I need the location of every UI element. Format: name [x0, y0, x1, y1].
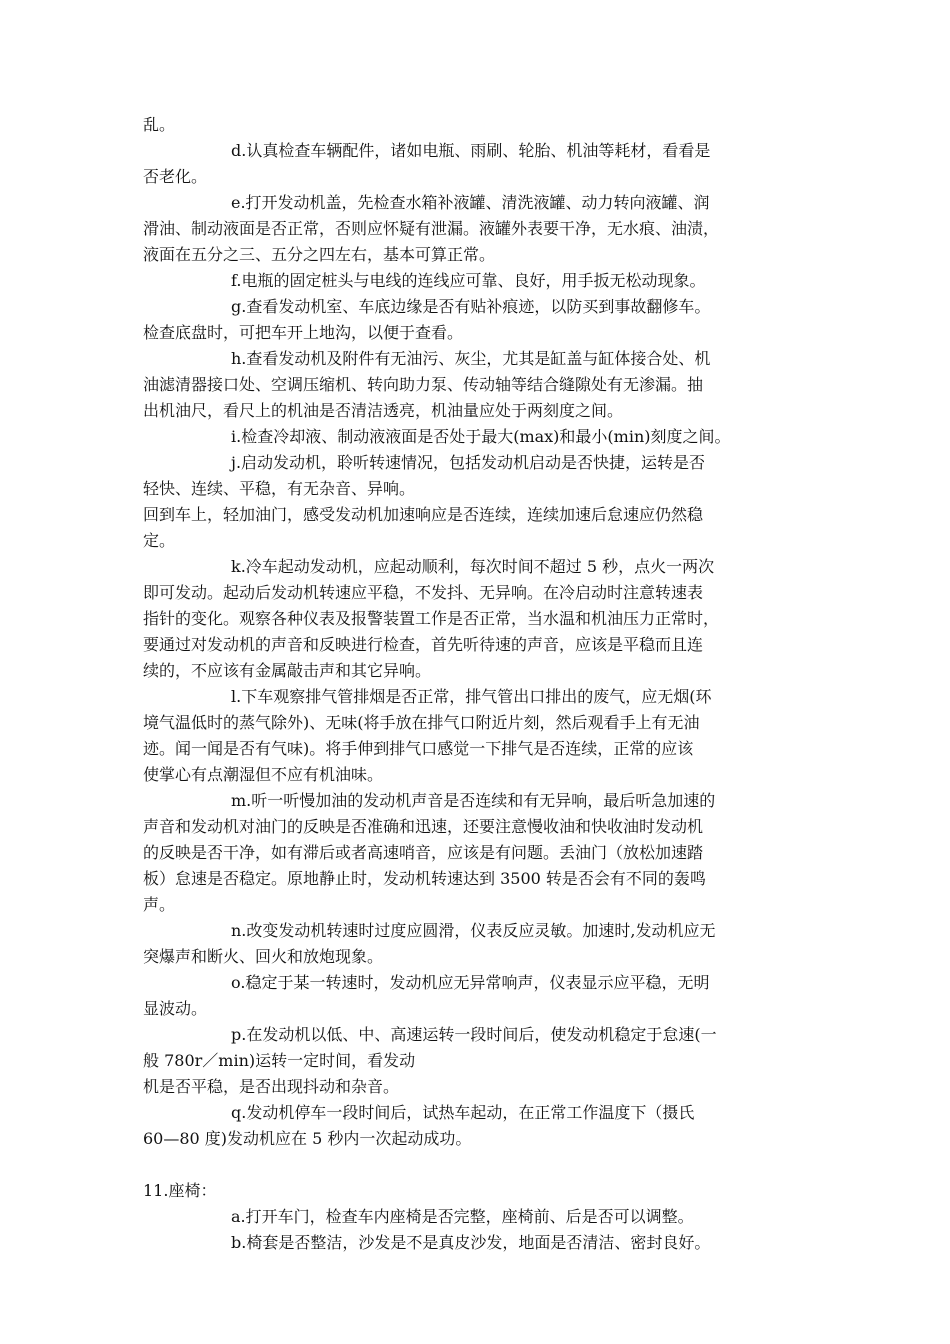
text-line: 乱。	[143, 115, 176, 134]
text-line: 境气温低时的蒸气除外)、无味(将手放在排气口附近片刻，然后观看手上有无油	[143, 713, 700, 732]
text-line: 续的，不应该有金属敲击声和其它异响。	[143, 661, 432, 680]
text-line: 出机油尺，看尺上的机油是否清洁透亮，机油量应处于两刻度之间。	[143, 401, 624, 420]
item-p-line: p.在发动机以低、中、高速运转一段时间后，使发动机稳定于怠速(一	[231, 1025, 717, 1044]
text-line: 板）怠速是否稳定。原地静止时，发动机转速达到 3500 转是否会有不同的轰鸣	[143, 869, 706, 888]
text-line: 迹。闻一闻是否有气味)。将手伸到排气口感觉一下排气是否连续，正常的应该	[143, 739, 694, 758]
seat-item-b-line: b.椅套是否整洁，沙发是不是真皮沙发，地面是否清洁、密封良好。	[231, 1233, 711, 1252]
item-e-line: e.打开发动机盖，先检查水箱补液罐、清洗液罐、动力转向液罐、润	[231, 193, 710, 212]
text-line: 声。	[143, 895, 176, 914]
text-line: 滑油、制动液面是否正常，否则应怀疑有泄漏。液罐外表要干净，无水痕、油渍，	[143, 219, 720, 238]
item-m-line: m.听一听慢加油的发动机声音是否连续和有无异响，最后听急加速的	[231, 791, 716, 810]
text-line: 突爆声和断火、回火和放炮现象。	[143, 947, 384, 966]
item-g-line: g.查看发动机室、车底边缘是否有贴补痕迹，以防买到事故翻修车。	[231, 297, 711, 316]
seat-item-a-line: a.打开车门，检查车内座椅是否完整，座椅前、后是否可以调整。	[231, 1207, 694, 1226]
item-j-line: j.启动发动机，聆听转速情况，包括发动机启动是否快捷，运转是否	[231, 453, 706, 472]
section-heading: 11.座椅：	[143, 1181, 217, 1200]
item-q-line: q.发动机停车一段时间后，试热车起动，在正常工作温度下（摄氏	[231, 1103, 695, 1122]
text-line: 检查底盘时，可把车开上地沟，以便于查看。	[143, 323, 464, 342]
text-line: 要通过对发动机的声音和反映进行检查，首先听待速的声音，应该是平稳而且连	[143, 635, 704, 654]
text-line: 声音和发动机对油门的反映是否准确和迅速，还要注意慢收油和快收油时发动机	[143, 817, 704, 836]
item-k-line: k.冷车起动发动机，应起动顺利，每次时间不超过 5 秒，点火一两次	[231, 557, 715, 576]
text-line: 使掌心有点潮湿但不应有机油味。	[143, 765, 384, 784]
text-line: 般 780r／min)运转一定时间，看发动	[143, 1051, 416, 1070]
text-line: 轻快、连续、平稳，有无杂音、异响。	[143, 479, 416, 498]
text-line: 定。	[143, 531, 176, 550]
item-d-line: d.认真检查车辆配件，诸如电瓶、雨刷、轮胎、机油等耗材，看看是	[231, 141, 711, 160]
text-line: 液面在五分之三、五分之四左右，基本可算正常。	[143, 245, 496, 264]
item-i-line: i.检查冷却液、制动液液面是否处于最大(max)和最小(min)刻度之间。	[231, 427, 731, 446]
text-line: 60—80 度)发动机应在 5 秒内一次起动成功。	[143, 1129, 472, 1148]
item-f-line: f.电瓶的固定桩头与电线的连线应可靠、良好，用手扳无松动现象。	[231, 271, 706, 290]
item-n-line: n.改变发动机转速时过度应圆滑，仪表反应灵敏。加速时,发动机应无	[231, 921, 716, 940]
text-line: 即可发动。起动后发动机转速应平稳，不发抖、无异响。在冷启动时注意转速表	[143, 583, 704, 602]
item-h-line: h.查看发动机及附件有无油污、灰尘，尤其是缸盖与缸体接合处、机	[231, 349, 711, 368]
item-o-line: o.稳定于某一转速时，发动机应无异常响声，仪表显示应平稳，无明	[231, 973, 710, 992]
paragraph-gap	[143, 1152, 813, 1178]
text-line: 机是否平稳，是否出现抖动和杂音。	[143, 1077, 400, 1096]
text-line: 的反映是否干净，如有滞后或者高速哨音，应该是有问题。丢油门（放松加速踏	[143, 843, 704, 862]
text-line: 否老化。	[143, 167, 208, 186]
document-page	[143, 112, 813, 1256]
text-line: 回到车上，轻加油门，感受发动机加速响应是否连续，连续加速后怠速应仍然稳	[143, 505, 704, 524]
text-line: 油滤清器接口处、空调压缩机、转向助力泵、传动轴等结合缝隙处有无渗漏。抽	[143, 375, 704, 394]
text-line: 显波动。	[143, 999, 208, 1018]
text-line: 指针的变化。观察各种仪表及报警装置工作是否正常，当水温和机油压力正常时，	[143, 609, 720, 628]
item-l-line: l.下车观察排气管排烟是否正常，排气管出口排出的废气，应无烟(环	[231, 687, 712, 706]
